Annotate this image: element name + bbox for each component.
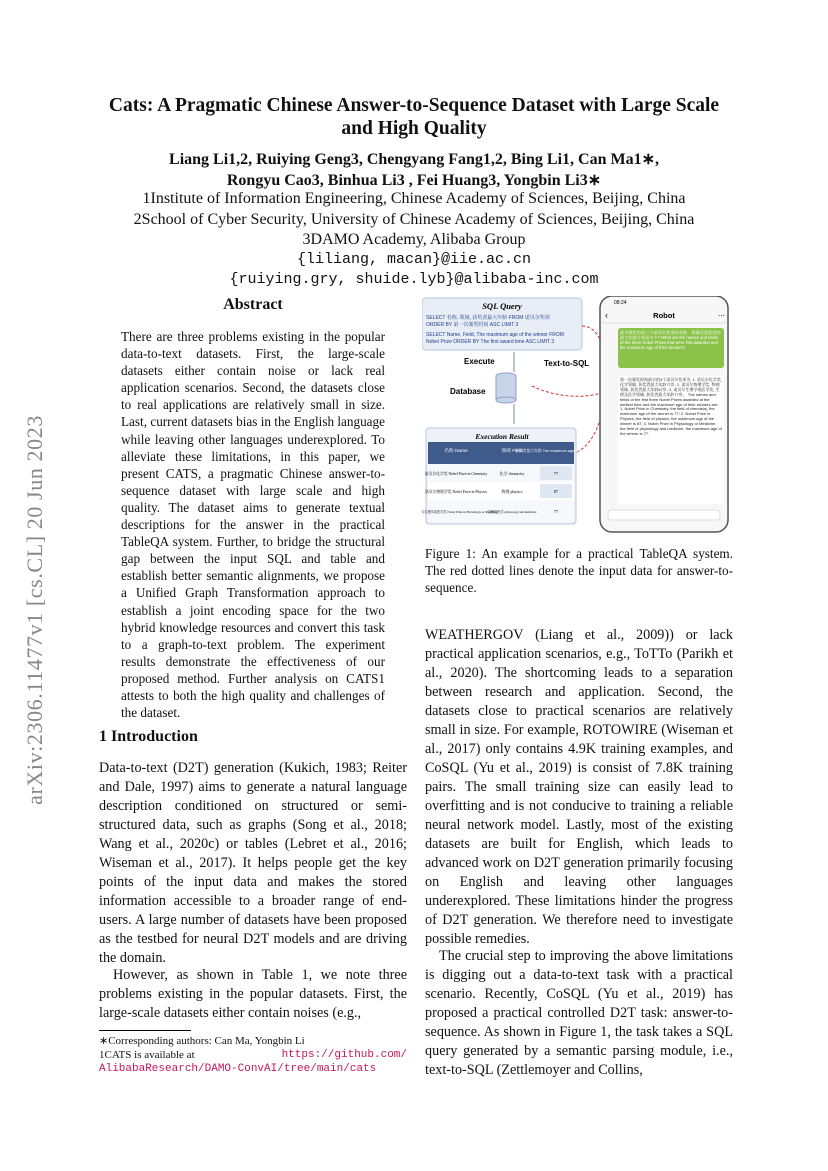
affiliation-1: 1Institute of Information Engineering, Chinese Academy of Sciences, Beijing, China xyxy=(142,190,686,207)
table-cell: 化学 chemistry xyxy=(499,471,525,476)
phone-input-bar[interactable] xyxy=(608,510,720,520)
back-chevron-icon[interactable]: ‹ xyxy=(605,310,608,320)
table-cell: 77 xyxy=(553,471,559,476)
sql-line-1: SELECT 名称, 领域, 获奖者最大年龄 FROM 诺贝尔奖项 xyxy=(426,315,550,321)
table-cell: 77 xyxy=(553,509,559,514)
paper-title xyxy=(60,94,768,140)
execute-label: Execute xyxy=(464,357,495,366)
database-icon xyxy=(496,373,516,403)
footnote-rule xyxy=(99,1030,191,1031)
right-col-paragraph-2: The crucial step to improving the above limitations is digging out a data-to-text task with a practical scenario. Recently, CoSQL (Yu et al., 2019) has proposed a practical controlled D2T task: answer-to-sequence. As shown in Figure 1, the task takes a SQL query generated by a semantic parsing module, i.e., text-to-SQL (Zettlemoyer and Collins, xyxy=(425,948,733,1078)
table-cell: 诺贝尔生理学或医学奖 Nobel Prize in Physiology or Medicine xyxy=(422,510,498,514)
phone-title: Robot xyxy=(653,311,675,320)
arxiv-id: arXiv:2306.11477v1 [cs.CL] 20 Jun 2023 xyxy=(22,415,47,805)
title-line-1: Cats: A Pragmatic Chinese Answer-to-Sequence Dataset with Large Scale xyxy=(108,95,720,116)
table-cell: 诺贝尔化学奖 Nobel Prize in Chemistry xyxy=(424,472,488,476)
author-list xyxy=(60,149,768,191)
table-cell: 87 xyxy=(553,489,559,494)
more-icon[interactable]: ⋯ xyxy=(718,313,725,320)
table-cell: 诺贝尔物理学奖 Nobel Prize in Physics xyxy=(424,490,488,494)
table-header-field: 领域 Field xyxy=(501,449,523,454)
authors-line-2: Rongyu Cao3, Binhua Li3 , Fei Huang3, Yongbin Li3∗ xyxy=(226,172,602,189)
footnote-url-part-2[interactable]: AlibabaResearch/DAMO-ConvAI/tree/main/cats xyxy=(99,1063,377,1075)
email-1[interactable]: {liliang, macan}@iie.ac.cn xyxy=(296,251,532,268)
sql-line-3: SELECT Name, Field, The maximum age of the winner FROM xyxy=(426,332,564,338)
sql-line-2: ORDER BY 第一次颁奖时间 ASC LIMIT 3 xyxy=(426,322,519,328)
figure-1-caption: Figure 1: An example for a practical TableQA system. The red dotted lines denote the input data for answer-to-sequence. xyxy=(425,546,733,595)
table-cell: 物理 physics xyxy=(501,489,523,494)
section-heading-introduction: 1 Introduction xyxy=(99,728,198,745)
intro-paragraph-1: Data-to-text (D2T) generation (Kukich, 1983; Reiter and Dale, 1997) aims to generate a natural language description conditioned on structured or semi-structured data, such as graphs (Song et al., 2018; Wang et al., 2020c) or tables (Lebret et al., 2016; Wiseman et al., 2017). It helps people get the key points of the input data and makes the stored information accessible to a broader range of end-users. A large number of datasets have been proposed as the testbed for neural D2T models and are driving the domain. xyxy=(99,760,407,966)
user-message: 最早颁发的前三个诺贝尔奖项的名称、领域及获奖者的最大年龄分别是多少? What are the names and fields of the three Nobel Prizes that were first awarded and the maximum age of their winners? xyxy=(618,328,724,368)
footnote-cats-text: 1CATS is available at xyxy=(99,1049,195,1061)
result-title: Execution Result xyxy=(475,432,529,441)
email-2[interactable]: {ruiying.gry, shuide.lyb}@alibaba-inc.com xyxy=(229,271,599,288)
footnote-url-part-1[interactable]: https://github.com/ xyxy=(281,1049,407,1061)
figure-1-diagram xyxy=(422,296,732,534)
abstract-heading: Abstract xyxy=(223,296,283,313)
title-line-2: and High Quality xyxy=(341,118,487,139)
footnote-cats xyxy=(99,1048,407,1062)
robot-message-bubble xyxy=(618,376,724,504)
table-cell: 生理及医学 physiology and medicine xyxy=(487,510,537,514)
sql-line-4: Nobel Prize ORDER BY The first award time ASC LIMIT 3 xyxy=(426,339,555,345)
phone-time: 08:24 xyxy=(614,300,627,306)
affiliation-3: 3DAMO Academy, Alibaba Group xyxy=(302,231,526,248)
affiliation-2: 2School of Cyber Security, University of Chinese Academy of Sciences, Beijing, China xyxy=(133,211,695,228)
database-label: Database xyxy=(450,387,486,396)
abstract-text: There are three problems existing in the popular data-to-text datasets. First, the large-scale datasets either contain noise or lack real application scenarios. Second, the datasets close to real applications are relatively small in size. Last, current datasets bias in the English language while leaving other languages underexplored. To alleviate these limitations, in this paper, we present CATS, a pragmatic Chinese answer-to-sequence dataset with large scale and high quality. The dataset aims to generate textual descriptions for the answer in the practical TableQA system. Further, to bridge the structural gap between the input SQL and table and establish better semantic alignments, we propose a Unified Graph Transformation approach to establish a joint encoding space for the two hybrid knowledge resources and convert this task to a graph-to-text problem. The experiment results demonstrate the effectiveness of our proposed method. Further analysis on CATS1 attests to both the high quality and challenges of the dataset. xyxy=(121,329,385,721)
arxiv-stamp xyxy=(18,370,52,850)
user-message-bubble xyxy=(618,328,724,368)
red-dotted-line-db xyxy=(532,386,604,396)
right-col-paragraph-1: WEATHERGOV (Liang et al., 2009)) or lack practical application scenarios, e.g., ToTTo (Parikh et al., 2020). The shortcoming leads to a separation between research and application. Second, the datasets close to practical scenarios are relatively small in size. For example, ROTOWIRE (Wiseman et al., 2017) only contains 4.9K training examples, and CoSQL (Yu et al., 2019) is consist of 7.8K training pairs. The small training size can easily lead to overfitting and is not conducive to training a reliable neural network model. Lastly, most of the existing datasets are built for English, which leads to advanced work on D2T generation primarily focusing on English and leaving other languages underexplored. These limitations hinder the progress of D2T generation. We therefore need to investigate possible remedies. xyxy=(425,627,733,947)
footnote-corresponding: ∗Corresponding authors: Can Ma, Yongbin Li xyxy=(99,1035,305,1047)
table-header-age: 获奖者最大年龄 The maximum age of the winner xyxy=(515,449,597,453)
figure-1 xyxy=(422,296,732,534)
table-header-name: 名称 Name xyxy=(444,449,468,454)
text-to-sql-label: Text-to-SQL xyxy=(544,359,590,368)
intro-paragraph-2: However, as shown in Table 1, we note three problems existing in the popular datasets. First, the large-scale datasets either contain noises (e.g., xyxy=(99,967,407,1021)
robot-message: 第一次颁发时间最早的3个诺贝尔奖项为: 1. 诺贝尔化学奖, 化学领域, 获奖者最大年龄77岁; 2. 诺贝尔物理学奖, 物理领域, 获奖者最大年龄87岁; 3. 诺贝尔生理学或医学奖, 生理及医学领域, 获奖者最大年龄77岁。 The names and fields of the first three Nobel Prizes awarded at the earliest time and the maximum age of their winners are: 1. Nobel Prize in Chemistry, the field of chemistry, the maximum age of the winner is 77; 2. Nobel Prize in Physics, the field of physics, the maximum age of the winner is 87; 3. Nobel Prize in Physiology or Medicine, the field of physiology and medicine, the maximum age of the winner is 77. xyxy=(618,376,724,504)
sql-title: SQL Query xyxy=(482,301,522,311)
authors-line-1: Liang Li1,2, Ruiying Geng3, Chengyang Fang1,2, Bing Li1, Can Ma1∗, xyxy=(169,151,659,168)
